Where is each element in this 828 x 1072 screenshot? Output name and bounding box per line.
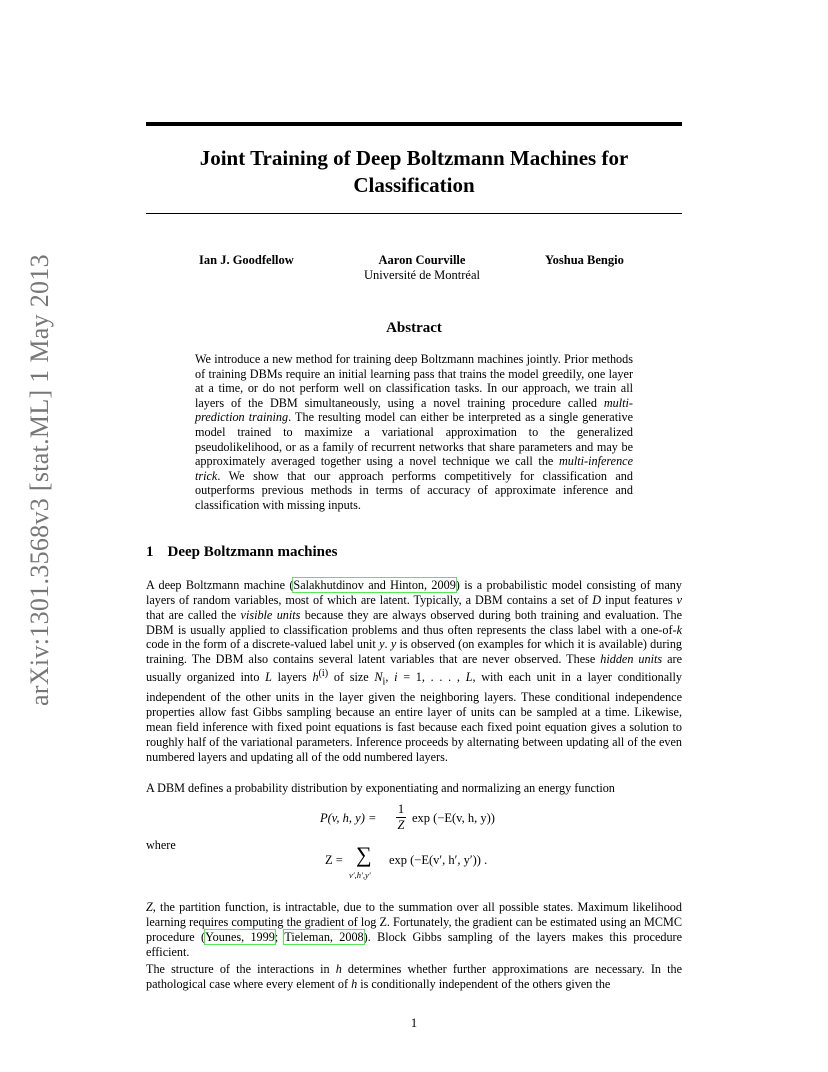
eq1-lhs: P(v, h, y) = [320,811,377,825]
summation-subscript: v′,h′,y′ [349,870,371,880]
equation-probability [146,803,682,835]
eq2-rhs: exp (−E(v′, h′, y′)) . [389,853,488,867]
citation-salakhutdinov-hinton[interactable]: Salakhutdinov and Hinton, 2009 [293,578,456,592]
paragraph-energy-function: A DBM defines a probability distribution by exponentiating and normalizing an energy function [146,781,615,795]
title-bottom-rule [146,213,682,214]
title-top-rule [146,122,682,126]
section-title: Deep Boltzmann machines [167,544,338,560]
paper-title: Joint Training of Deep Boltzmann Machines for Classification [199,146,629,197]
where-label: where [146,838,176,852]
author-courville: Aaron Courville [378,253,466,267]
affiliation: Université de Montréal [364,268,480,282]
author-bengio: Yoshua Bengio [545,253,624,267]
abstract-body: We introduce a new method for training deep Boltzmann machines jointly. Prior methods of training DBMs require an initial learning pass that trains the model greedily, one layer at a time, or do not perform well on classification tasks. In our approach, we train all layers of the DBM simultaneously, using a novel training procedure called multi-prediction training. The resulting model can either be interpreted as a single generative model trained to maximize a variational approximation to the generalized pseudolikelihood, or as a family of recurrent networks that share parameters and may be approximately averaged together using a novel technique we call the multi-inference trick. We show that our approach performs competitively for classification and outperforms previous methods in terms of accuracy of approximate inference and classification with missing inputs. [195,352,633,512]
section-heading [146,544,338,561]
term-multi-prediction-training: multi-prediction training [195,395,633,425]
citation-younes[interactable]: Younes, 1999 [205,929,275,944]
abstract-heading: Abstract [386,320,442,336]
eq1-fraction: 1 Z [397,802,405,832]
paragraph-interaction-structure: The structure of the interactions in h determines whether further approximations are necessary. In the pathological case where every element of h is conditionally independent of the others given the [146,962,682,991]
eq1-rhs: exp (−E(v, h, y)) [412,811,495,825]
summation-symbol: ∑ [356,842,372,867]
section-number: 1 [146,544,154,560]
author-goodfellow: Ian J. Goodfellow [199,253,294,267]
term-visible-units: visible units [240,607,301,622]
citation-tieleman[interactable]: Tieleman, 2008 [284,929,364,944]
paragraph-dbm-intro: A deep Boltzmann machine (Salakhutdinov and Hinton, 2009) is a probabilistic model consisting of many layers of random variables, most of which are latent. Typically, a DBM contains a set of D input features v that are called the visible units because they are always observed during both training and evaluation. The DBM is usually applied to classification problems and thus often represents the class label with a one-of-k code in the form of a discrete-valued label unit y. y is observed (on examples for which it is available) during training. The DBM also contains several latent variables that are never observed. These hidden units are usually organized into L layers $h^{(i)}$ of size $N_i$, i = 1, . . . , L, with each unit in a layer conditionally independent of the other units in the layer given the neighboring layers. These conditional independence properties allow fast Gibbs sampling because an entire layer of units can be sampled at a time. Likewise, mean field inference with fixed point equations is fast because each fixed point equation gives a solution to roughly half of the variational parameters. Inference proceeds by alternating between updating all of the even numbered layers and updating all of the odd numbered layers. [146,578,683,764]
page-number: 1 [410,1016,418,1030]
term-multi-inference-trick: multi-inference trick [195,454,633,483]
eq2-lhs: Z = [325,853,343,867]
term-hidden-units: hidden units [600,652,663,667]
arxiv-id-text: arXiv:1301.3568v3 [stat.ML] 1 May 2013 [25,254,54,706]
paragraph-partition-function: Z, the partition function, is intractable, due to the summation over all possible states. Maximum likelihood learning requires computing the gradient of log Z. Fortunately, the gradient can be estimated using an MCMC procedure (Younes, 1999; Tieleman, 2008). Block Gibbs sampling of the layers makes this procedure efficient. [146,900,683,959]
